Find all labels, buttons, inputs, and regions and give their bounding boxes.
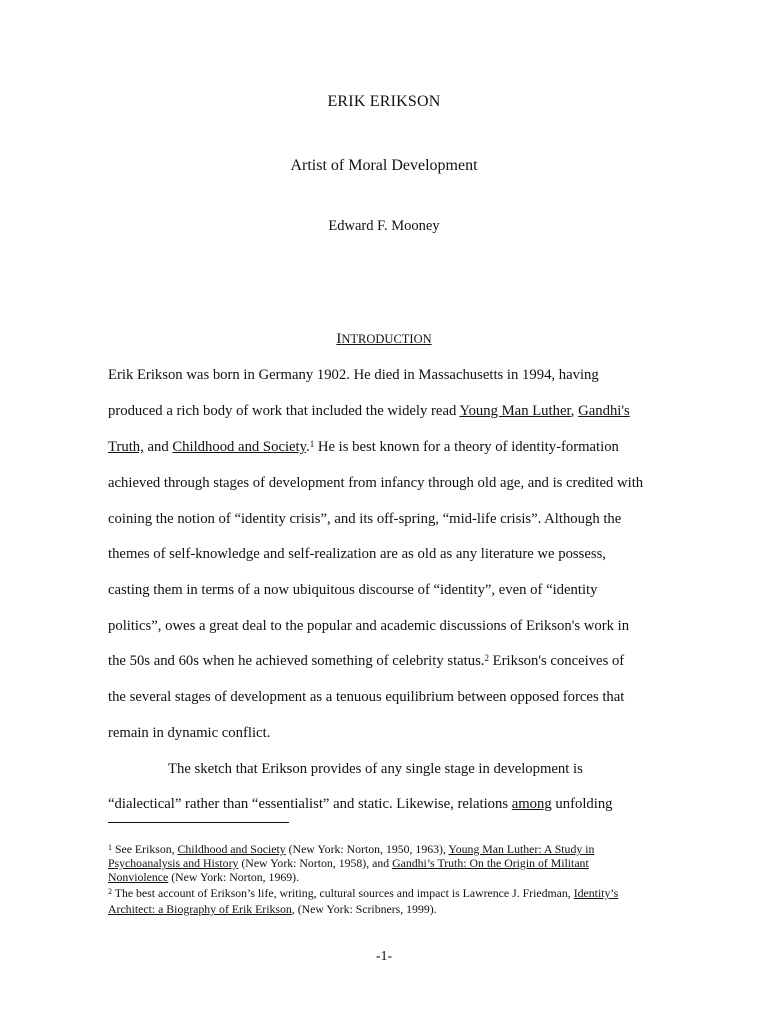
footnote-separator	[108, 822, 289, 823]
body-line-13	[108, 795, 668, 813]
body-line-7: casting them in terms of a now ubiquitous discourse of “identity”, even of “identity	[108, 582, 598, 598]
text-run: (New York: Norton, 1958), and	[238, 856, 393, 870]
emphasis-among: among	[511, 796, 552, 812]
heading-rest: NTRODUCTION	[341, 332, 432, 346]
text-run: the 50s and 60s when he achieved something of celebrity status.	[108, 653, 485, 669]
body-line-8: politics”, owes a great deal to the popular and academic discussions of Erikson's work in	[108, 618, 630, 634]
text-run: “dialectical” rather than “essentialist” and static. Likewise, relations	[108, 796, 512, 812]
book-title-childhood-and-society: Childhood and Society	[172, 439, 307, 455]
book-title-gandhis-truth-part2: Truth,	[108, 439, 144, 455]
cited-title: Nonviolence	[108, 870, 169, 884]
document-subtitle: Artist of Moral Development	[290, 157, 478, 174]
text-run: The best account of Erikson’s life, writing, cultural sources and impact is Lawrence J. Friedman,	[112, 886, 574, 900]
body-line-11: remain in dynamic conflict.	[108, 725, 271, 741]
book-title-young-man-luther: Young Man Luther	[459, 403, 571, 419]
body-line-6: themes of self-knowledge and self-realization are as old as any literature we possess,	[108, 546, 606, 562]
text-run: .	[306, 439, 310, 455]
footnote-2-line-2	[108, 903, 668, 916]
cited-title: Gandhi’s Truth: On the Origin of Militant	[392, 856, 589, 870]
footnote-1-mark: 1	[108, 843, 112, 852]
text-run: unfolding	[551, 796, 613, 812]
body-line-5: coining the notion of “identity crisis”, and its off-spring, “mid-life crisis”. Although the	[108, 511, 622, 527]
footnote-1-line-3	[108, 871, 668, 884]
text-run: He is best known for a theory of identity-formation	[314, 439, 619, 455]
author-name: Edward F. Mooney	[328, 218, 440, 234]
cited-title: Psychoanalysis and History	[108, 856, 239, 870]
footnote-1-line-2	[108, 857, 668, 870]
cited-title: Childhood and Society	[177, 842, 286, 856]
body-line-3	[108, 438, 668, 456]
document-title: ERIK ERIKSON	[327, 93, 441, 110]
footnote-1-line-1	[108, 843, 668, 856]
text-run: Erikson's conceives of	[488, 653, 625, 669]
heading-initial: I	[336, 331, 342, 347]
footnote-ref-2[interactable]: 2	[484, 653, 489, 663]
text-run: and	[143, 439, 173, 455]
body-line-4: achieved through stages of development from infancy through old age, and is credited with	[108, 475, 644, 491]
body-line-2	[108, 402, 668, 420]
footnote-2-mark: 2	[108, 887, 112, 896]
cited-title: Architect: a Biography of Erik Erikson	[108, 902, 292, 916]
text-run: (New York: Norton, 1969).	[168, 870, 300, 884]
body-line-1: Erik Erikson was born in Germany 1902. He died in Massachusetts in 1994, having	[108, 367, 599, 383]
body-line-10: the several stages of development as a tenuous equilibrium between opposed forces that	[108, 689, 625, 705]
page-number: -1-	[375, 949, 393, 964]
footnote-2-line-1	[108, 887, 668, 900]
text-run: , (New York: Scribners, 1999).	[291, 902, 437, 916]
body-line-12: The sketch that Erikson provides of any single stage in development is	[168, 761, 583, 777]
cited-title: Identity’s	[573, 886, 619, 900]
footnote-ref-1[interactable]: 1	[309, 439, 315, 449]
section-heading-introduction	[0, 331, 768, 347]
cited-title: Young Man Luther: A Study in	[448, 842, 595, 856]
book-title-gandhis-truth-part1: Gandhi's	[578, 403, 630, 419]
text-run: ,	[570, 403, 579, 419]
text-run: produced a rich body of work that included the widely read	[108, 403, 460, 419]
body-line-9	[108, 652, 668, 670]
text-run: See Erikson,	[112, 842, 178, 856]
text-run: (New York: Norton, 1950, 1963),	[285, 842, 449, 856]
